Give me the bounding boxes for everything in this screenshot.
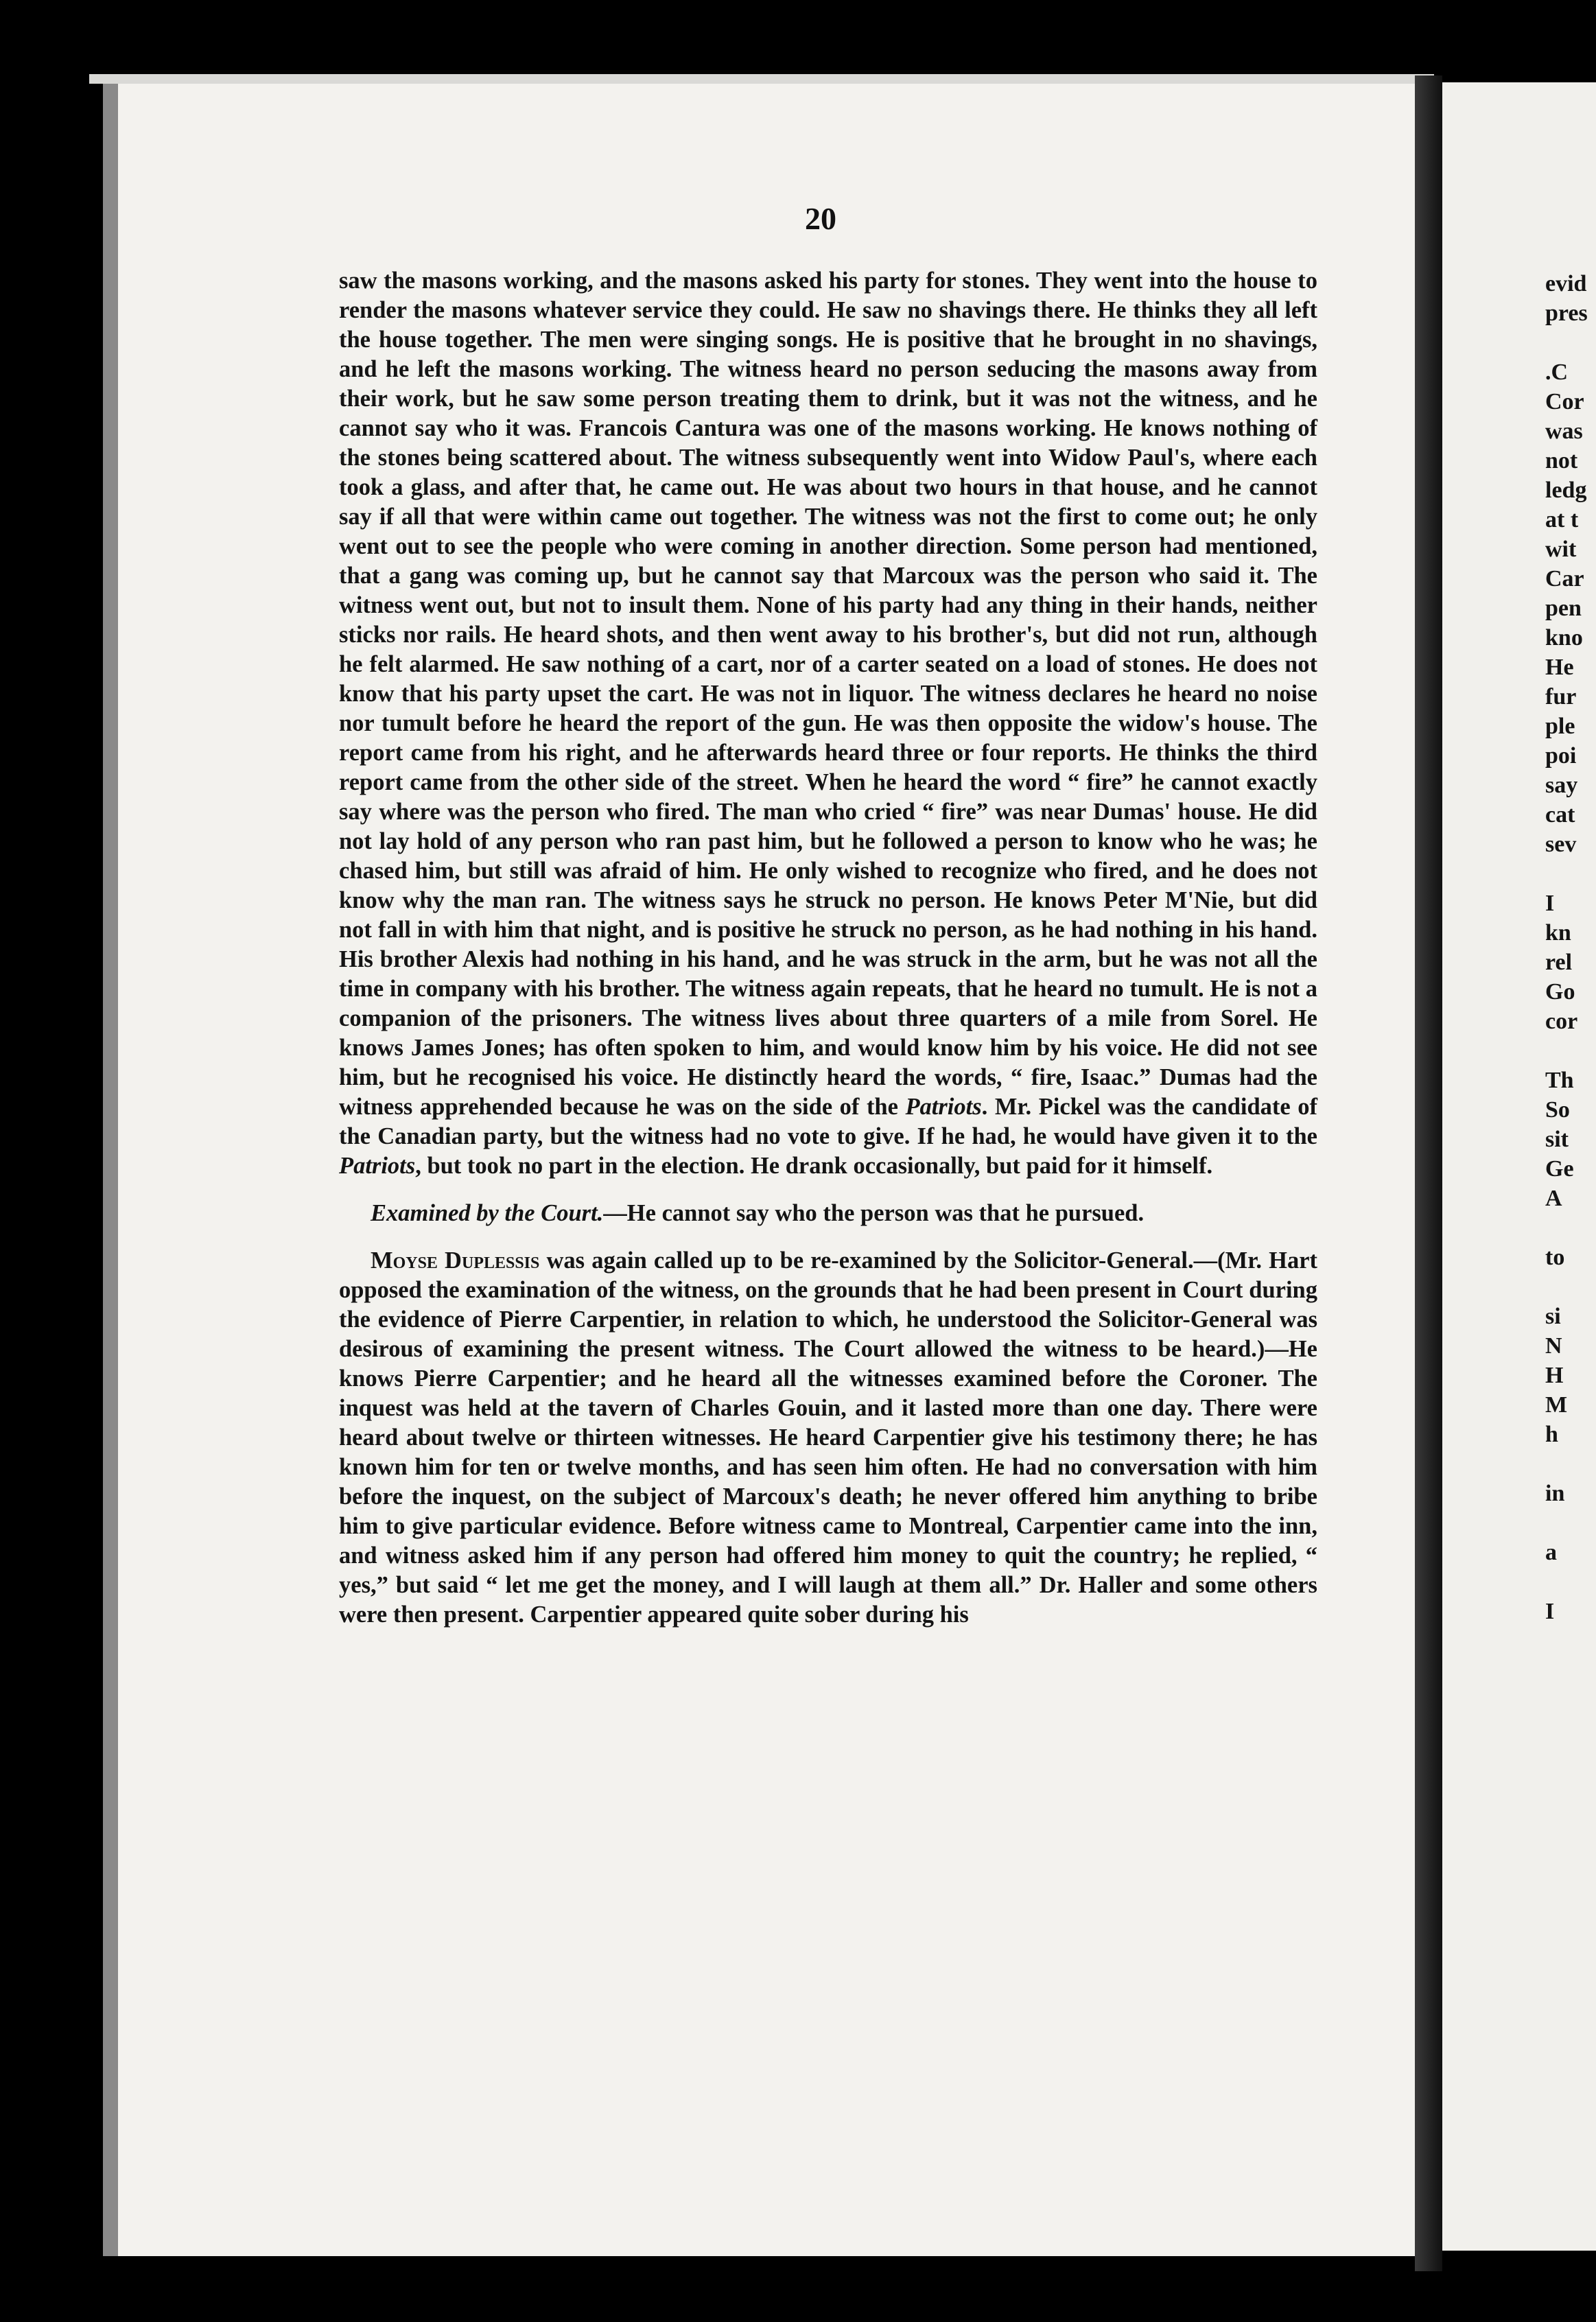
page-top-edge bbox=[89, 74, 1434, 84]
right-page-fragment: ple bbox=[1545, 714, 1575, 739]
right-page-fragment: N bbox=[1545, 1333, 1562, 1359]
text-segment: . Mr. Pickel was the candidate of the Canadian party, but the witness had no vote to give. If he had, he would have given it to the bbox=[339, 1094, 1317, 1149]
right-page-fragment bbox=[1545, 1774, 1596, 1803]
right-page-fragment bbox=[1545, 1715, 1596, 1744]
right-page-fragment bbox=[1545, 1449, 1596, 1479]
right-page-fragment bbox=[1545, 1036, 1596, 1066]
right-page-fragment: in bbox=[1545, 1481, 1565, 1506]
right-page-fragment: fur bbox=[1545, 684, 1577, 710]
right-page-fragment: cor bbox=[1545, 1009, 1578, 1034]
text-segment: Examined by the Court. bbox=[371, 1200, 604, 1226]
right-page-fragment: A bbox=[1545, 1186, 1562, 1211]
text-segment: Patriots bbox=[905, 1094, 982, 1120]
text-segment: Patriots bbox=[339, 1153, 416, 1179]
right-page-fragment: sev bbox=[1545, 832, 1577, 857]
right-page-fragments bbox=[1545, 269, 1596, 1980]
right-page-fragment: H bbox=[1545, 1363, 1564, 1388]
right-page-fragment: .C bbox=[1545, 360, 1569, 385]
right-page-fragment: kno bbox=[1545, 625, 1583, 650]
right-page-fragment bbox=[1545, 1567, 1596, 1597]
right-page-fragment bbox=[1545, 1833, 1596, 1862]
page-body-text bbox=[339, 266, 1317, 1630]
right-page-fragment: Th bbox=[1545, 1068, 1574, 1093]
right-page-fragment: I bbox=[1545, 1599, 1555, 1624]
right-page-fragment: sit bbox=[1545, 1127, 1569, 1152]
right-page-fragment bbox=[1545, 328, 1596, 357]
right-page-fragment: cat bbox=[1545, 802, 1575, 828]
right-page-fragment: Go bbox=[1545, 979, 1575, 1005]
text-segment: saw the masons working, and the masons asked his party for stones. They went into the house to render the masons whatever service they could. He saw no shavings there. He thinks they all left the house together. The men were singing songs. He is positive that he brought in no shavings, and he left the masons working. The witness heard no person seducing the masons away from their work, but he saw some person treating them to drink, but it was not the witness, and he cannot say who it was. Francois Cantura was one of the masons working. He knows nothing of the stones being scattered about. The witness subsequently went into Widow Paul's, where each took a glass, and after that, he came out. He was about two hours in that house, and he cannot say if all that were within came out together. The witness was not the first to come out; he only went out to see the people who were coming in another direction. Some person had mentioned, that a gang was coming up, but he cannot say that Marcoux was the person who said it. The witness went out, but not to insult them. None of his party had any thing in their hands, neither sticks nor rails. He heard shots, and then went away to his brother's, but did not run, although he felt alarmed. He saw nothing of a cart, nor of a carter seated on a load of stones. He does not know that his party upset the cart. He was not in liquor. The witness declares he heard no noise nor tumult before he heard the report of the gun. He was then opposite the widow's house. The report came from his right, and he afterwards heard three or four reports. He thinks the third report came from the other side of the street. When he heard the word “ fire” he cannot exactly say where was the person who fired. The man who cried “ fire” was near Dumas' house. He did not lay hold of any person who ran past him, but he followed a person to know who he was; he chased him, but still was afraid of him. He only wished to recognize who fired, and he does not know why the man ran. The witness says he struck no person. He knows Peter M'Nie, but did not fall in with him that night, and is positive he struck no person, as he had nothing in his hand. His brother Alexis had nothing in his hand, and he was struck in the arm, but he was not all the time in company with his brother. The witness again repeats, that he heard no tumult. He is not a companion of the prisoners. The witness lives about three quarters of a mile from Sorel. He knows James Jones; has often spoken to him, and would know him by his voice. He did not see him, but he recognised his voice. He distinctly heard the words, “ fire, Isaac.” Dumas had the witness apprehended because he was on the side of the bbox=[339, 268, 1317, 1120]
right-page-fragment: kn bbox=[1545, 920, 1571, 946]
paragraph bbox=[339, 1199, 1317, 1228]
right-page-fragment: pres bbox=[1545, 301, 1588, 326]
text-segment: Moyse Duplessis bbox=[371, 1247, 540, 1274]
right-page-fragment: not bbox=[1545, 448, 1578, 473]
right-page-fragment: was bbox=[1545, 419, 1583, 444]
right-page-fragment bbox=[1545, 1213, 1596, 1243]
right-page-fragment: Ge bbox=[1545, 1156, 1574, 1182]
right-page-fragment bbox=[1545, 1951, 1596, 1980]
right-page-fragment: h bbox=[1545, 1422, 1558, 1447]
paragraph bbox=[339, 1246, 1317, 1630]
right-page-fragment: Cor bbox=[1545, 389, 1584, 414]
text-segment: —He cannot say who the person was that he pursued. bbox=[603, 1200, 1145, 1226]
right-page-fragment: ledg bbox=[1545, 478, 1587, 503]
right-page-fragment bbox=[1545, 1508, 1596, 1538]
right-page-fragment: say bbox=[1545, 773, 1578, 798]
right-page-fragment bbox=[1545, 1626, 1596, 1656]
right-page-fragment: evid bbox=[1545, 271, 1587, 296]
right-page-fragment: So bbox=[1545, 1097, 1570, 1123]
right-page-fragment: M bbox=[1545, 1392, 1568, 1418]
text-segment: was again called up to be re-examined by the Solicitor-General.—(Mr. Hart opposed the examination of the witness, on the grounds that he had been present in Court during the evidence of Pierre Carpentier, in relation to which, he understood the Solicitor-General was desirous of examining the present witness. The Court allowed the witness to be heard.)—He knows Pierre Carpentier; and he heard all the witnesses examined before the Coroner. The inquest was held at the tavern of Charles Gouin, and it lasted more than one day. There were heard about twelve or thirteen witnesses. He heard Carpentier give his testimony there; he has known him for ten or twelve months, and has seen him often. He had no conversation with him before the inquest, on the subject of Marcoux's death; he never offered him anything to bribe him to give particular evidence. Before witness came to Montreal, Carpentier came into the inn, and witness asked him if any person had offered him money to quit the country; he replied, “ yes,” but said “ let me get the money, and I will laugh at them all.” Dr. Haller and some others were then present. Carpentier appeared quite sober during his bbox=[339, 1247, 1317, 1628]
right-page-fragment bbox=[1545, 1921, 1596, 1951]
right-page-fragment bbox=[1545, 1272, 1596, 1302]
right-page-fragment: Car bbox=[1545, 566, 1584, 591]
right-page-fragment bbox=[1545, 1803, 1596, 1833]
right-page-fragment: pen bbox=[1545, 596, 1582, 621]
right-page-fragment: si bbox=[1545, 1304, 1561, 1329]
paragraph bbox=[339, 266, 1317, 1181]
right-page-fragment: to bbox=[1545, 1245, 1565, 1270]
right-page-fragment: poi bbox=[1545, 743, 1577, 769]
right-page-fragment: wit bbox=[1545, 537, 1577, 562]
right-page-fragment: at t bbox=[1545, 507, 1579, 532]
right-page-fragment: He bbox=[1545, 655, 1574, 680]
right-page-fragment: rel bbox=[1545, 950, 1573, 975]
right-page-fragment: a bbox=[1545, 1540, 1557, 1565]
book-gutter bbox=[1415, 75, 1442, 2271]
right-page-fragment bbox=[1545, 1656, 1596, 1685]
right-page-fragment bbox=[1545, 1744, 1596, 1774]
right-page-fragment bbox=[1545, 859, 1596, 889]
right-page-fragment bbox=[1545, 1892, 1596, 1921]
text-segment: , but took no part in the election. He drank occasionally, but paid for it himself. bbox=[415, 1153, 1213, 1179]
right-page-fragment bbox=[1545, 1862, 1596, 1892]
page-number: 20 bbox=[805, 201, 836, 236]
right-page-fragment: I bbox=[1545, 891, 1555, 916]
right-page-fragment bbox=[1545, 1685, 1596, 1715]
